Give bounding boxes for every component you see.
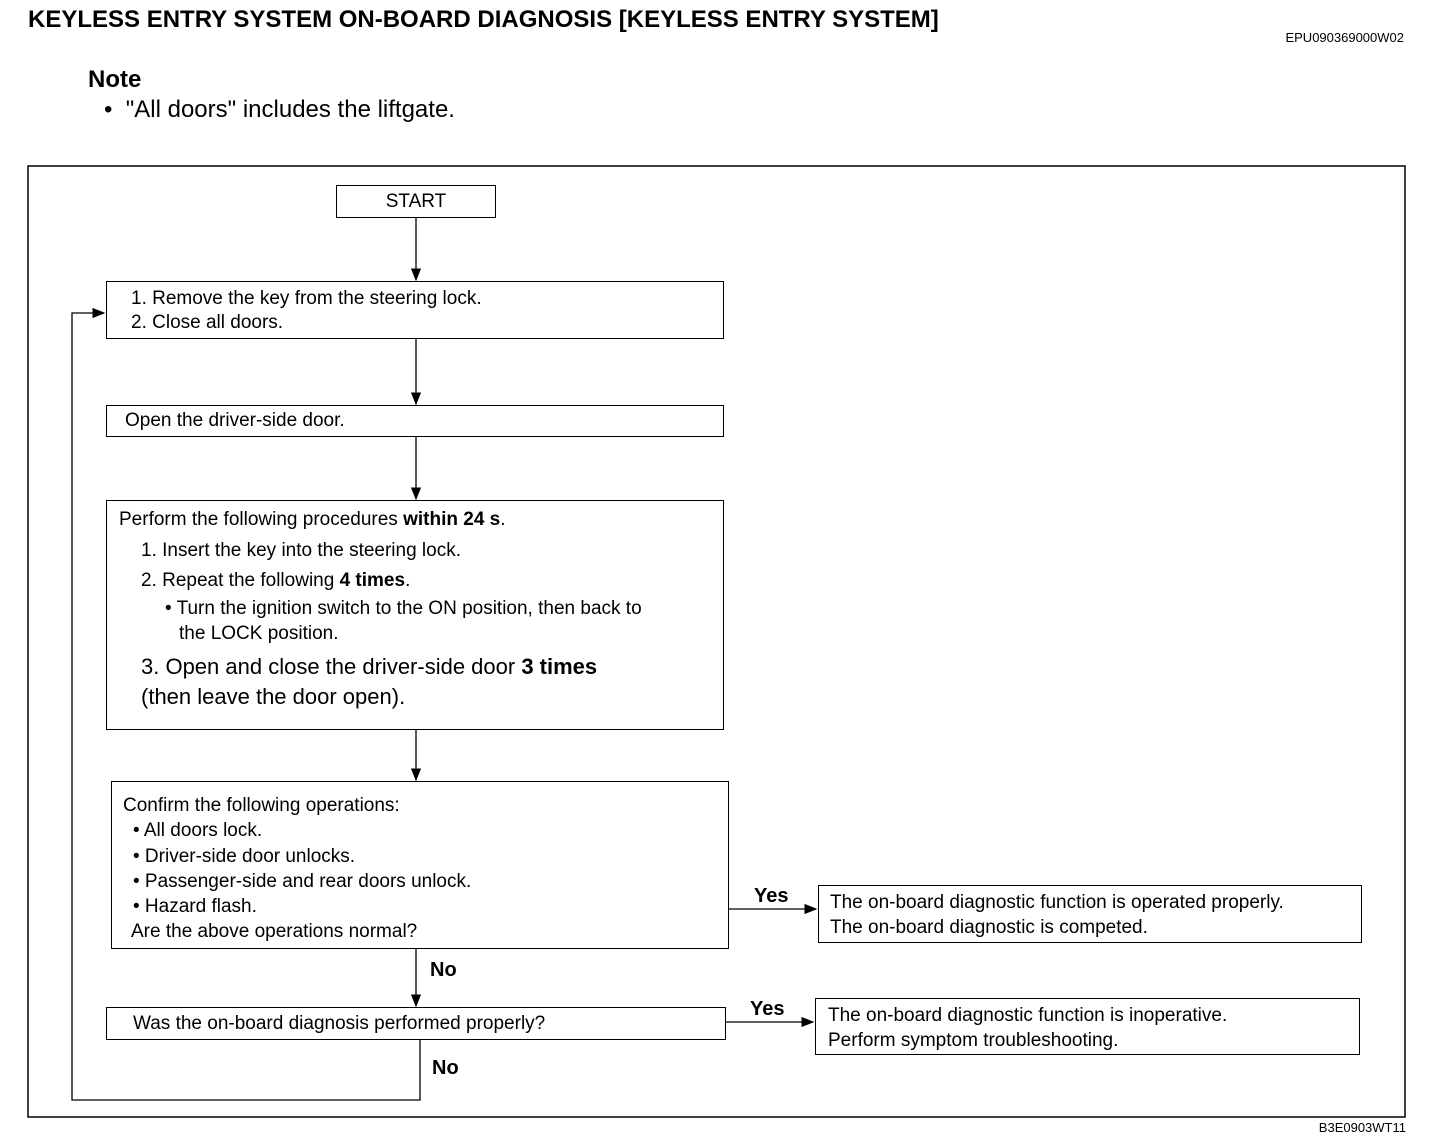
result-line: Perform symptom troubleshooting. — [828, 1030, 1119, 1051]
step3-line: 2. Repeat the following 4 times. — [141, 570, 411, 591]
page-title: KEYLESS ENTRY SYSTEM ON-BOARD DIAGNOSIS [KEYLESS ENTRY SYSTEM] — [28, 6, 939, 33]
document-id: EPU090369000W02 — [1285, 30, 1404, 45]
yes-label: Yes — [750, 998, 785, 1020]
no-label: No — [430, 959, 457, 981]
step4-line: • Hazard flash. — [133, 896, 257, 918]
start-box — [336, 185, 496, 218]
step3-line: the LOCK position. — [179, 623, 339, 644]
note-bullet: • "All doors" includes the liftgate. — [104, 96, 455, 123]
step5-box — [106, 1007, 726, 1040]
step4-line: Confirm the following operations: — [123, 795, 400, 816]
step5-text: Was the on-board diagnosis performed properly? — [133, 1013, 546, 1034]
note-text: "All doors" includes the liftgate. — [125, 96, 455, 123]
step2-box — [106, 405, 724, 437]
step2-text: Open the driver-side door. — [125, 410, 345, 431]
step3-intro: Perform the following procedures within 24 s. — [119, 509, 506, 530]
step4-line: • All doors lock. — [133, 820, 263, 842]
result-line: The on-board diagnostic function is operated properly. — [830, 892, 1284, 913]
figure-id: B3E0903WT11 — [1318, 1120, 1406, 1135]
step3-box — [106, 500, 724, 730]
step3-line: (then leave the door open). — [141, 684, 406, 709]
result-line: The on-board diagnostic function is inoperative. — [828, 1005, 1228, 1026]
note-heading: Note — [88, 66, 142, 93]
result-line: The on-board diagnostic is competed. — [830, 917, 1148, 938]
step4-box — [111, 781, 729, 949]
result-ok-box — [818, 885, 1362, 943]
start-label: START — [385, 191, 447, 212]
step4-line: Are the above operations normal? — [131, 921, 418, 943]
step3-line: 3. Open and close the driver-side door 3 times — [141, 654, 598, 679]
result-inoperative-box — [815, 998, 1360, 1055]
step4-line: • Driver-side door unlocks. — [133, 845, 356, 867]
step3-line: 1. Insert the key into the steering lock. — [141, 540, 462, 561]
no-label: No — [432, 1057, 459, 1079]
step4-line: • Passenger-side and rear doors unlock. — [133, 870, 472, 892]
yes-label: Yes — [754, 885, 789, 907]
step1-line: 2. Close all doors. — [131, 312, 284, 333]
step1-box — [106, 281, 724, 339]
step1-line: 1. Remove the key from the steering lock. — [131, 288, 482, 309]
step3-line: • Turn the ignition switch to the ON position, then back to — [165, 598, 642, 619]
